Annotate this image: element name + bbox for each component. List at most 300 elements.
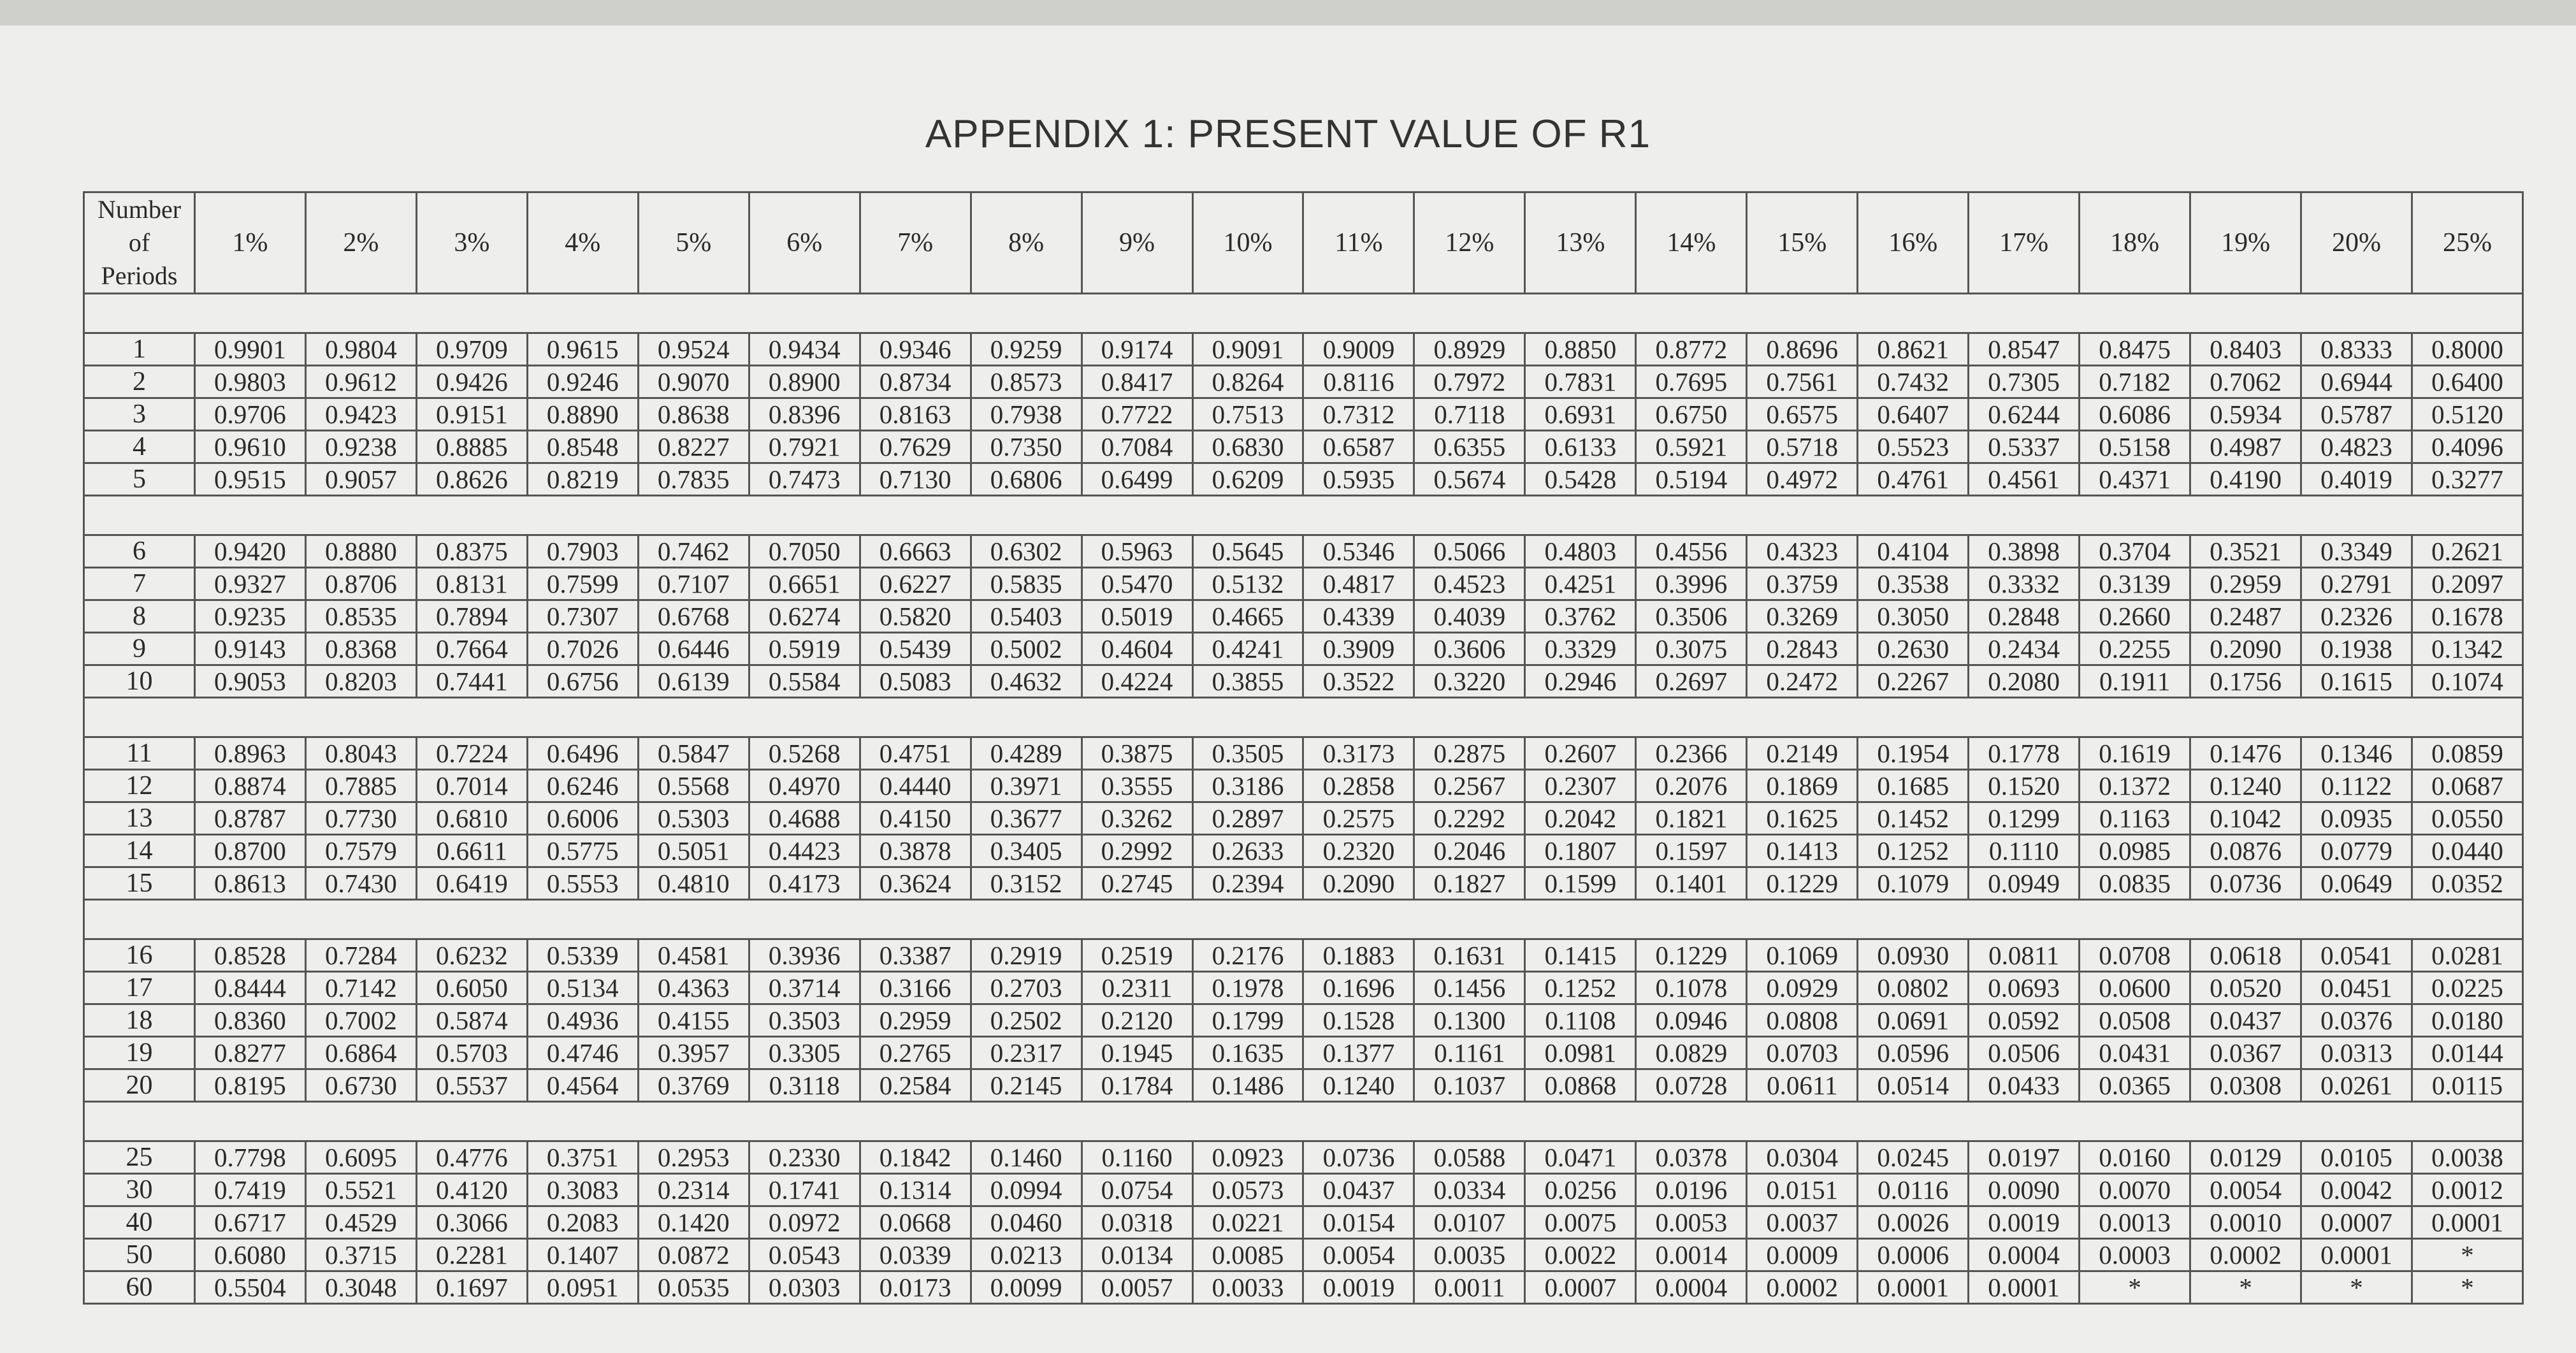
value-cell: 0.4224 <box>1082 665 1192 698</box>
value-cell: 0.0949 <box>1969 867 2080 900</box>
value-cell: 0.0437 <box>2190 1004 2301 1037</box>
value-cell: 0.1160 <box>1082 1141 1192 1174</box>
value-cell: 0.5775 <box>527 835 638 867</box>
value-cell: 0.7026 <box>527 633 638 665</box>
value-cell: 0.9238 <box>305 431 416 463</box>
value-cell: 0.2897 <box>1192 802 1303 835</box>
value-cell: 0.6750 <box>1636 398 1747 431</box>
value-cell: 0.1240 <box>1303 1069 1414 1102</box>
value-cell: 0.5645 <box>1192 535 1303 568</box>
value-cell: 0.2046 <box>1414 835 1525 867</box>
value-cell: 0.0935 <box>2301 802 2412 835</box>
value-cell: 0.4363 <box>638 972 749 1004</box>
rate-header: 15% <box>1747 192 1858 294</box>
rate-header: 4% <box>527 192 638 294</box>
value-cell: 0.3677 <box>971 802 1082 835</box>
value-cell: 0.3624 <box>860 867 971 900</box>
table-row <box>84 972 2523 1004</box>
value-cell: 0.0754 <box>1082 1174 1192 1206</box>
value-cell: 0.0779 <box>2301 835 2412 867</box>
value-cell: 0.7014 <box>416 770 527 802</box>
value-cell: 0.7730 <box>305 802 416 835</box>
value-cell: 0.7921 <box>749 431 860 463</box>
value-cell: 0.4323 <box>1747 535 1858 568</box>
value-cell: 0.0802 <box>1858 972 1969 1004</box>
value-cell: 0.5523 <box>1858 431 1969 463</box>
value-cell: 0.4810 <box>638 867 749 900</box>
value-cell: 0.6050 <box>416 972 527 1004</box>
value-cell: 0.2326 <box>2301 600 2412 633</box>
value-cell: * <box>2412 1239 2523 1271</box>
value-cell: 0.0618 <box>2190 939 2301 972</box>
value-cell: 0.1372 <box>2080 770 2190 802</box>
value-cell: 0.6246 <box>527 770 638 802</box>
value-cell: 0.0105 <box>2301 1141 2412 1174</box>
value-cell: 0.6496 <box>527 737 638 770</box>
value-cell: 0.0054 <box>2190 1174 2301 1206</box>
value-cell: 0.7599 <box>527 568 638 600</box>
value-cell: 0.0180 <box>2412 1004 2523 1037</box>
value-cell: 0.1460 <box>971 1141 1082 1174</box>
value-cell: 0.0116 <box>1858 1174 1969 1206</box>
value-cell: 0.7002 <box>305 1004 416 1037</box>
value-cell: 0.2703 <box>971 972 1082 1004</box>
value-cell: 0.1401 <box>1636 867 1747 900</box>
value-cell: 0.6227 <box>860 568 971 600</box>
value-cell: 0.1415 <box>1525 939 1636 972</box>
value-cell: 0.8195 <box>194 1069 305 1102</box>
table-row <box>84 633 2523 665</box>
value-cell: 0.9259 <box>971 333 1082 366</box>
value-cell: 0.6139 <box>638 665 749 698</box>
table-row <box>84 737 2523 770</box>
period-cell: 7 <box>84 568 195 600</box>
value-cell: 0.5470 <box>1082 568 1192 600</box>
group-spacer <box>84 900 2523 939</box>
value-cell: 0.2567 <box>1414 770 1525 802</box>
value-cell: 0.0437 <box>1303 1174 1414 1206</box>
value-cell: 0.0728 <box>1636 1069 1747 1102</box>
value-cell: 0.4688 <box>749 802 860 835</box>
value-cell: 0.2394 <box>1192 867 1303 900</box>
value-cell: 0.0261 <box>2301 1069 2412 1102</box>
value-cell: 0.4751 <box>860 737 971 770</box>
value-cell: 0.4665 <box>1192 600 1303 633</box>
value-cell: 0.1945 <box>1082 1037 1192 1069</box>
value-cell: 0.0003 <box>2080 1239 2190 1271</box>
value-cell: 0.1074 <box>2412 665 2523 698</box>
value-cell: 0.9327 <box>194 568 305 600</box>
value-cell: 0.7432 <box>1858 366 1969 398</box>
value-cell: 0.1346 <box>2301 737 2412 770</box>
value-cell: 0.1163 <box>2080 802 2190 835</box>
value-cell: 0.8264 <box>1192 366 1303 398</box>
value-cell: 0.2145 <box>971 1069 1082 1102</box>
value-cell: 0.5874 <box>416 1004 527 1037</box>
value-cell: 0.1252 <box>1525 972 1636 1004</box>
value-cell: 0.6663 <box>860 535 971 568</box>
value-cell: 0.4776 <box>416 1141 527 1174</box>
value-cell: 0.5134 <box>527 972 638 1004</box>
value-cell: 0.2959 <box>860 1004 971 1037</box>
table-row <box>84 431 2523 463</box>
value-cell: 0.9174 <box>1082 333 1192 366</box>
value-cell: 0.8696 <box>1747 333 1858 366</box>
value-cell: 0.3759 <box>1747 568 1858 600</box>
value-cell: 0.7695 <box>1636 366 1747 398</box>
value-cell: 0.6232 <box>416 939 527 972</box>
value-cell: 0.0550 <box>2412 802 2523 835</box>
value-cell: 0.3075 <box>1636 633 1747 665</box>
value-cell: 0.4150 <box>860 802 971 835</box>
value-cell: 0.9235 <box>194 600 305 633</box>
value-cell: 0.0054 <box>1303 1239 1414 1271</box>
value-cell: 0.0012 <box>2412 1174 2523 1206</box>
value-cell: 0.0007 <box>1525 1271 1636 1304</box>
table-row <box>84 1069 2523 1102</box>
table-header-row <box>84 192 2523 294</box>
period-cell: 6 <box>84 535 195 568</box>
value-cell: 0.0520 <box>2190 972 2301 1004</box>
value-cell: 0.9053 <box>194 665 305 698</box>
value-cell: 0.2080 <box>1969 665 2080 698</box>
period-cell: 1 <box>84 333 195 366</box>
value-cell: 0.0308 <box>2190 1069 2301 1102</box>
value-cell: 0.0134 <box>1082 1239 1192 1271</box>
value-cell: 0.6730 <box>305 1069 416 1102</box>
value-cell: 0.1314 <box>860 1174 971 1206</box>
value-cell: 0.1486 <box>1192 1069 1303 1102</box>
value-cell: 0.4561 <box>1969 463 2080 496</box>
value-cell: 0.4104 <box>1858 535 1969 568</box>
value-cell: 0.0378 <box>1636 1141 1747 1174</box>
value-cell: 0.2992 <box>1082 835 1192 867</box>
value-cell: 0.1807 <box>1525 835 1636 867</box>
value-cell: 0.0687 <box>2412 770 2523 802</box>
rate-header: 13% <box>1525 192 1636 294</box>
value-cell: 0.4039 <box>1414 600 1525 633</box>
value-cell: 0.6810 <box>416 802 527 835</box>
value-cell: 0.4251 <box>1525 568 1636 600</box>
value-cell: 0.1476 <box>2190 737 2301 770</box>
value-cell: 0.6133 <box>1525 431 1636 463</box>
value-cell: 0.5337 <box>1969 431 2080 463</box>
table-row <box>84 1174 2523 1206</box>
value-cell: 0.2875 <box>1414 737 1525 770</box>
value-cell: 0.9091 <box>1192 333 1303 366</box>
value-cell: 0.2765 <box>860 1037 971 1069</box>
value-cell: 0.0573 <box>1192 1174 1303 1206</box>
value-cell: 0.7312 <box>1303 398 1414 431</box>
value-cell: 0.3769 <box>638 1069 749 1102</box>
value-cell: 0.5194 <box>1636 463 1747 496</box>
value-cell: 0.0451 <box>2301 972 2412 1004</box>
group-spacer <box>84 294 2523 333</box>
value-cell: 0.0508 <box>2080 1004 2190 1037</box>
value-cell: 0.7938 <box>971 398 1082 431</box>
value-cell: 0.0376 <box>2301 1004 2412 1037</box>
value-cell: 0.3762 <box>1525 600 1636 633</box>
value-cell: 0.1042 <box>2190 802 2301 835</box>
value-cell: 0.4371 <box>2080 463 2190 496</box>
value-cell: 0.6080 <box>194 1239 305 1271</box>
value-cell: 0.0543 <box>749 1239 860 1271</box>
value-cell: 0.9346 <box>860 333 971 366</box>
value-cell: 0.3048 <box>305 1271 416 1304</box>
value-cell: 0.3332 <box>1969 568 2080 600</box>
value-cell: 0.5339 <box>527 939 638 972</box>
periods-header-line: Number <box>97 195 182 224</box>
value-cell: 0.0339 <box>860 1239 971 1271</box>
value-cell: 0.0057 <box>1082 1271 1192 1304</box>
value-cell: 0.0868 <box>1525 1069 1636 1102</box>
value-cell: 0.2519 <box>1082 939 1192 972</box>
value-cell: 0.0367 <box>2190 1037 2301 1069</box>
value-cell: 0.0001 <box>1969 1271 2080 1304</box>
value-cell: 0.5553 <box>527 867 638 900</box>
value-cell: 0.9423 <box>305 398 416 431</box>
value-cell: 0.0611 <box>1747 1069 1858 1102</box>
value-cell: 0.4823 <box>2301 431 2412 463</box>
value-cell: 0.9515 <box>194 463 305 496</box>
value-cell: 0.4556 <box>1636 535 1747 568</box>
table-row <box>84 867 2523 900</box>
value-cell: 0.5132 <box>1192 568 1303 600</box>
value-cell: 0.2919 <box>971 939 1082 972</box>
value-cell: 0.4173 <box>749 867 860 900</box>
value-cell: 0.8131 <box>416 568 527 600</box>
value-cell: 0.0981 <box>1525 1037 1636 1069</box>
value-cell: 0.3152 <box>971 867 1082 900</box>
period-cell: 50 <box>84 1239 195 1271</box>
value-cell: 0.0075 <box>1525 1206 1636 1239</box>
value-cell: 0.1240 <box>2190 770 2301 802</box>
value-cell: 0.0022 <box>1525 1239 1636 1271</box>
value-cell: 0.3050 <box>1858 600 1969 633</box>
value-cell: 0.2120 <box>1082 1004 1192 1037</box>
value-cell: 0.3855 <box>1192 665 1303 698</box>
value-cell: 0.2330 <box>749 1141 860 1174</box>
value-cell: 0.0535 <box>638 1271 749 1304</box>
value-cell: 0.0872 <box>638 1239 749 1271</box>
value-cell: 0.0256 <box>1525 1174 1636 1206</box>
value-cell: 0.0811 <box>1969 939 2080 972</box>
value-cell: 0.0433 <box>1969 1069 2080 1102</box>
value-cell: 0.1696 <box>1303 972 1414 1004</box>
rate-header: 9% <box>1082 192 1192 294</box>
value-cell: 0.0010 <box>2190 1206 2301 1239</box>
value-cell: 0.2575 <box>1303 802 1414 835</box>
value-cell: 0.0994 <box>971 1174 1082 1206</box>
value-cell: 0.4241 <box>1192 633 1303 665</box>
value-cell: 0.6095 <box>305 1141 416 1174</box>
value-cell: 0.0318 <box>1082 1206 1192 1239</box>
value-cell: 0.6302 <box>971 535 1082 568</box>
value-cell: 0.1420 <box>638 1206 749 1239</box>
value-cell: 0.6806 <box>971 463 1082 496</box>
rate-header: 18% <box>2080 192 2190 294</box>
value-cell: 0.0225 <box>2412 972 2523 1004</box>
table-row <box>84 1004 2523 1037</box>
value-cell: 0.7835 <box>638 463 749 496</box>
value-cell: 0.4936 <box>527 1004 638 1037</box>
value-cell: 0.1300 <box>1414 1004 1525 1037</box>
rate-header: 11% <box>1303 192 1414 294</box>
rate-header: 16% <box>1858 192 1969 294</box>
value-cell: 0.0736 <box>2190 867 2301 900</box>
value-cell: 0.4803 <box>1525 535 1636 568</box>
value-cell: 0.1978 <box>1192 972 1303 1004</box>
value-cell: 0.0196 <box>1636 1174 1747 1206</box>
value-cell: 0.1799 <box>1192 1004 1303 1037</box>
value-cell: 0.1625 <box>1747 802 1858 835</box>
value-cell: 0.6499 <box>1082 463 1192 496</box>
value-cell: 0.7579 <box>305 835 416 867</box>
value-cell: 0.5428 <box>1525 463 1636 496</box>
value-cell: 0.8613 <box>194 867 305 900</box>
value-cell: 0.5919 <box>749 633 860 665</box>
value-cell: 0.2502 <box>971 1004 1082 1037</box>
value-cell: 0.5439 <box>860 633 971 665</box>
value-cell: 0.1079 <box>1858 867 1969 900</box>
value-cell: 0.0173 <box>860 1271 971 1304</box>
value-cell: 0.0829 <box>1636 1037 1747 1069</box>
value-cell: 0.9151 <box>416 398 527 431</box>
value-cell: 0.6446 <box>638 633 749 665</box>
value-cell: 0.5504 <box>194 1271 305 1304</box>
value-cell: 0.6587 <box>1303 431 1414 463</box>
table-row <box>84 1239 2523 1271</box>
table-row <box>84 939 2523 972</box>
value-cell: 0.1756 <box>2190 665 2301 698</box>
value-cell: 0.0313 <box>2301 1037 2412 1069</box>
value-cell: 0.2292 <box>1414 802 1525 835</box>
value-cell: 0.0006 <box>1858 1239 1969 1271</box>
table-row <box>84 366 2523 398</box>
value-cell: 0.7722 <box>1082 398 1192 431</box>
value-cell: 0.3262 <box>1082 802 1192 835</box>
value-cell: 0.7903 <box>527 535 638 568</box>
value-cell: 0.1911 <box>2080 665 2190 698</box>
table-row <box>84 1037 2523 1069</box>
value-cell: 0.1407 <box>527 1239 638 1271</box>
value-cell: 0.1520 <box>1969 770 2080 802</box>
period-cell: 17 <box>84 972 195 1004</box>
value-cell: 0.3704 <box>2080 535 2190 568</box>
value-cell: 0.4746 <box>527 1037 638 1069</box>
value-cell: 0.0070 <box>2080 1174 2190 1206</box>
value-cell: 0.5820 <box>860 600 971 633</box>
period-cell: 4 <box>84 431 195 463</box>
value-cell: 0.4604 <box>1082 633 1192 665</box>
value-cell: 0.6400 <box>2412 366 2523 398</box>
value-cell: 0.0014 <box>1636 1239 1747 1271</box>
value-cell: 0.8277 <box>194 1037 305 1069</box>
value-cell: 0.6274 <box>749 600 860 633</box>
value-cell: 0.5346 <box>1303 535 1414 568</box>
value-cell: 0.9804 <box>305 333 416 366</box>
value-cell: 0.0929 <box>1747 972 1858 1004</box>
value-cell: 0.4190 <box>2190 463 2301 496</box>
value-cell: 0.6931 <box>1525 398 1636 431</box>
group-spacer <box>84 1102 2523 1141</box>
value-cell: 0.5268 <box>749 737 860 770</box>
table-row <box>84 1271 2523 1304</box>
value-cell: 0.0038 <box>2412 1141 2523 1174</box>
value-cell: 0.3349 <box>2301 535 2412 568</box>
value-cell: 0.0001 <box>1858 1271 1969 1304</box>
value-cell: 0.2660 <box>2080 600 2190 633</box>
value-cell: 0.8417 <box>1082 366 1192 398</box>
value-cell: 0.5051 <box>638 835 749 867</box>
value-cell: 0.0053 <box>1636 1206 1747 1239</box>
value-cell: 0.2434 <box>1969 633 2080 665</box>
value-cell: 0.1615 <box>2301 665 2412 698</box>
value-cell: 0.9709 <box>416 333 527 366</box>
value-cell: 0.8396 <box>749 398 860 431</box>
value-cell: 0.0221 <box>1192 1206 1303 1239</box>
value-cell: 0.2633 <box>1192 835 1303 867</box>
value-cell: 0.4970 <box>749 770 860 802</box>
table-body <box>84 294 2523 1304</box>
value-cell: 0.7798 <box>194 1141 305 1174</box>
value-cell: 0.4761 <box>1858 463 1969 496</box>
value-cell: 0.1299 <box>1969 802 2080 835</box>
value-cell: 0.0808 <box>1747 1004 1858 1037</box>
value-cell: 0.0004 <box>1636 1271 1747 1304</box>
value-cell: 0.2090 <box>1303 867 1414 900</box>
value-cell: 0.0736 <box>1303 1141 1414 1174</box>
value-cell: 0.3269 <box>1747 600 1858 633</box>
value-cell: 0.7050 <box>749 535 860 568</box>
value-cell: 0.2042 <box>1525 802 1636 835</box>
value-cell: 0.7182 <box>2080 366 2190 398</box>
value-cell: 0.8163 <box>860 398 971 431</box>
value-cell: 0.0514 <box>1858 1069 1969 1102</box>
value-cell: 0.2959 <box>2190 568 2301 600</box>
period-cell: 11 <box>84 737 195 770</box>
value-cell: 0.0154 <box>1303 1206 1414 1239</box>
value-cell: 0.0197 <box>1969 1141 2080 1174</box>
value-cell: 0.3538 <box>1858 568 1969 600</box>
value-cell: 0.0037 <box>1747 1206 1858 1239</box>
period-cell: 5 <box>84 463 195 496</box>
value-cell: 0.7130 <box>860 463 971 496</box>
rate-header: 19% <box>2190 192 2301 294</box>
value-cell: 0.4096 <box>2412 431 2523 463</box>
table-row <box>84 802 2523 835</box>
value-cell: 0.8444 <box>194 972 305 1004</box>
value-cell: 0.8890 <box>527 398 638 431</box>
value-cell: 0.8885 <box>416 431 527 463</box>
value-cell: 0.8547 <box>1969 333 2080 366</box>
table-row <box>84 398 2523 431</box>
value-cell: 0.7831 <box>1525 366 1636 398</box>
value-cell: 0.3173 <box>1303 737 1414 770</box>
value-cell: 0.8548 <box>527 431 638 463</box>
value-cell: 0.9246 <box>527 366 638 398</box>
value-cell: 0.0708 <box>2080 939 2190 972</box>
value-cell: 0.3957 <box>638 1037 749 1069</box>
value-cell: 0.2607 <box>1525 737 1636 770</box>
period-cell: 40 <box>84 1206 195 1239</box>
value-cell: 0.8573 <box>971 366 1082 398</box>
value-cell: 0.7664 <box>416 633 527 665</box>
period-cell: 9 <box>84 633 195 665</box>
value-cell: 0.1037 <box>1414 1069 1525 1102</box>
value-cell: 0.0107 <box>1414 1206 1525 1239</box>
value-cell: 0.8638 <box>638 398 749 431</box>
